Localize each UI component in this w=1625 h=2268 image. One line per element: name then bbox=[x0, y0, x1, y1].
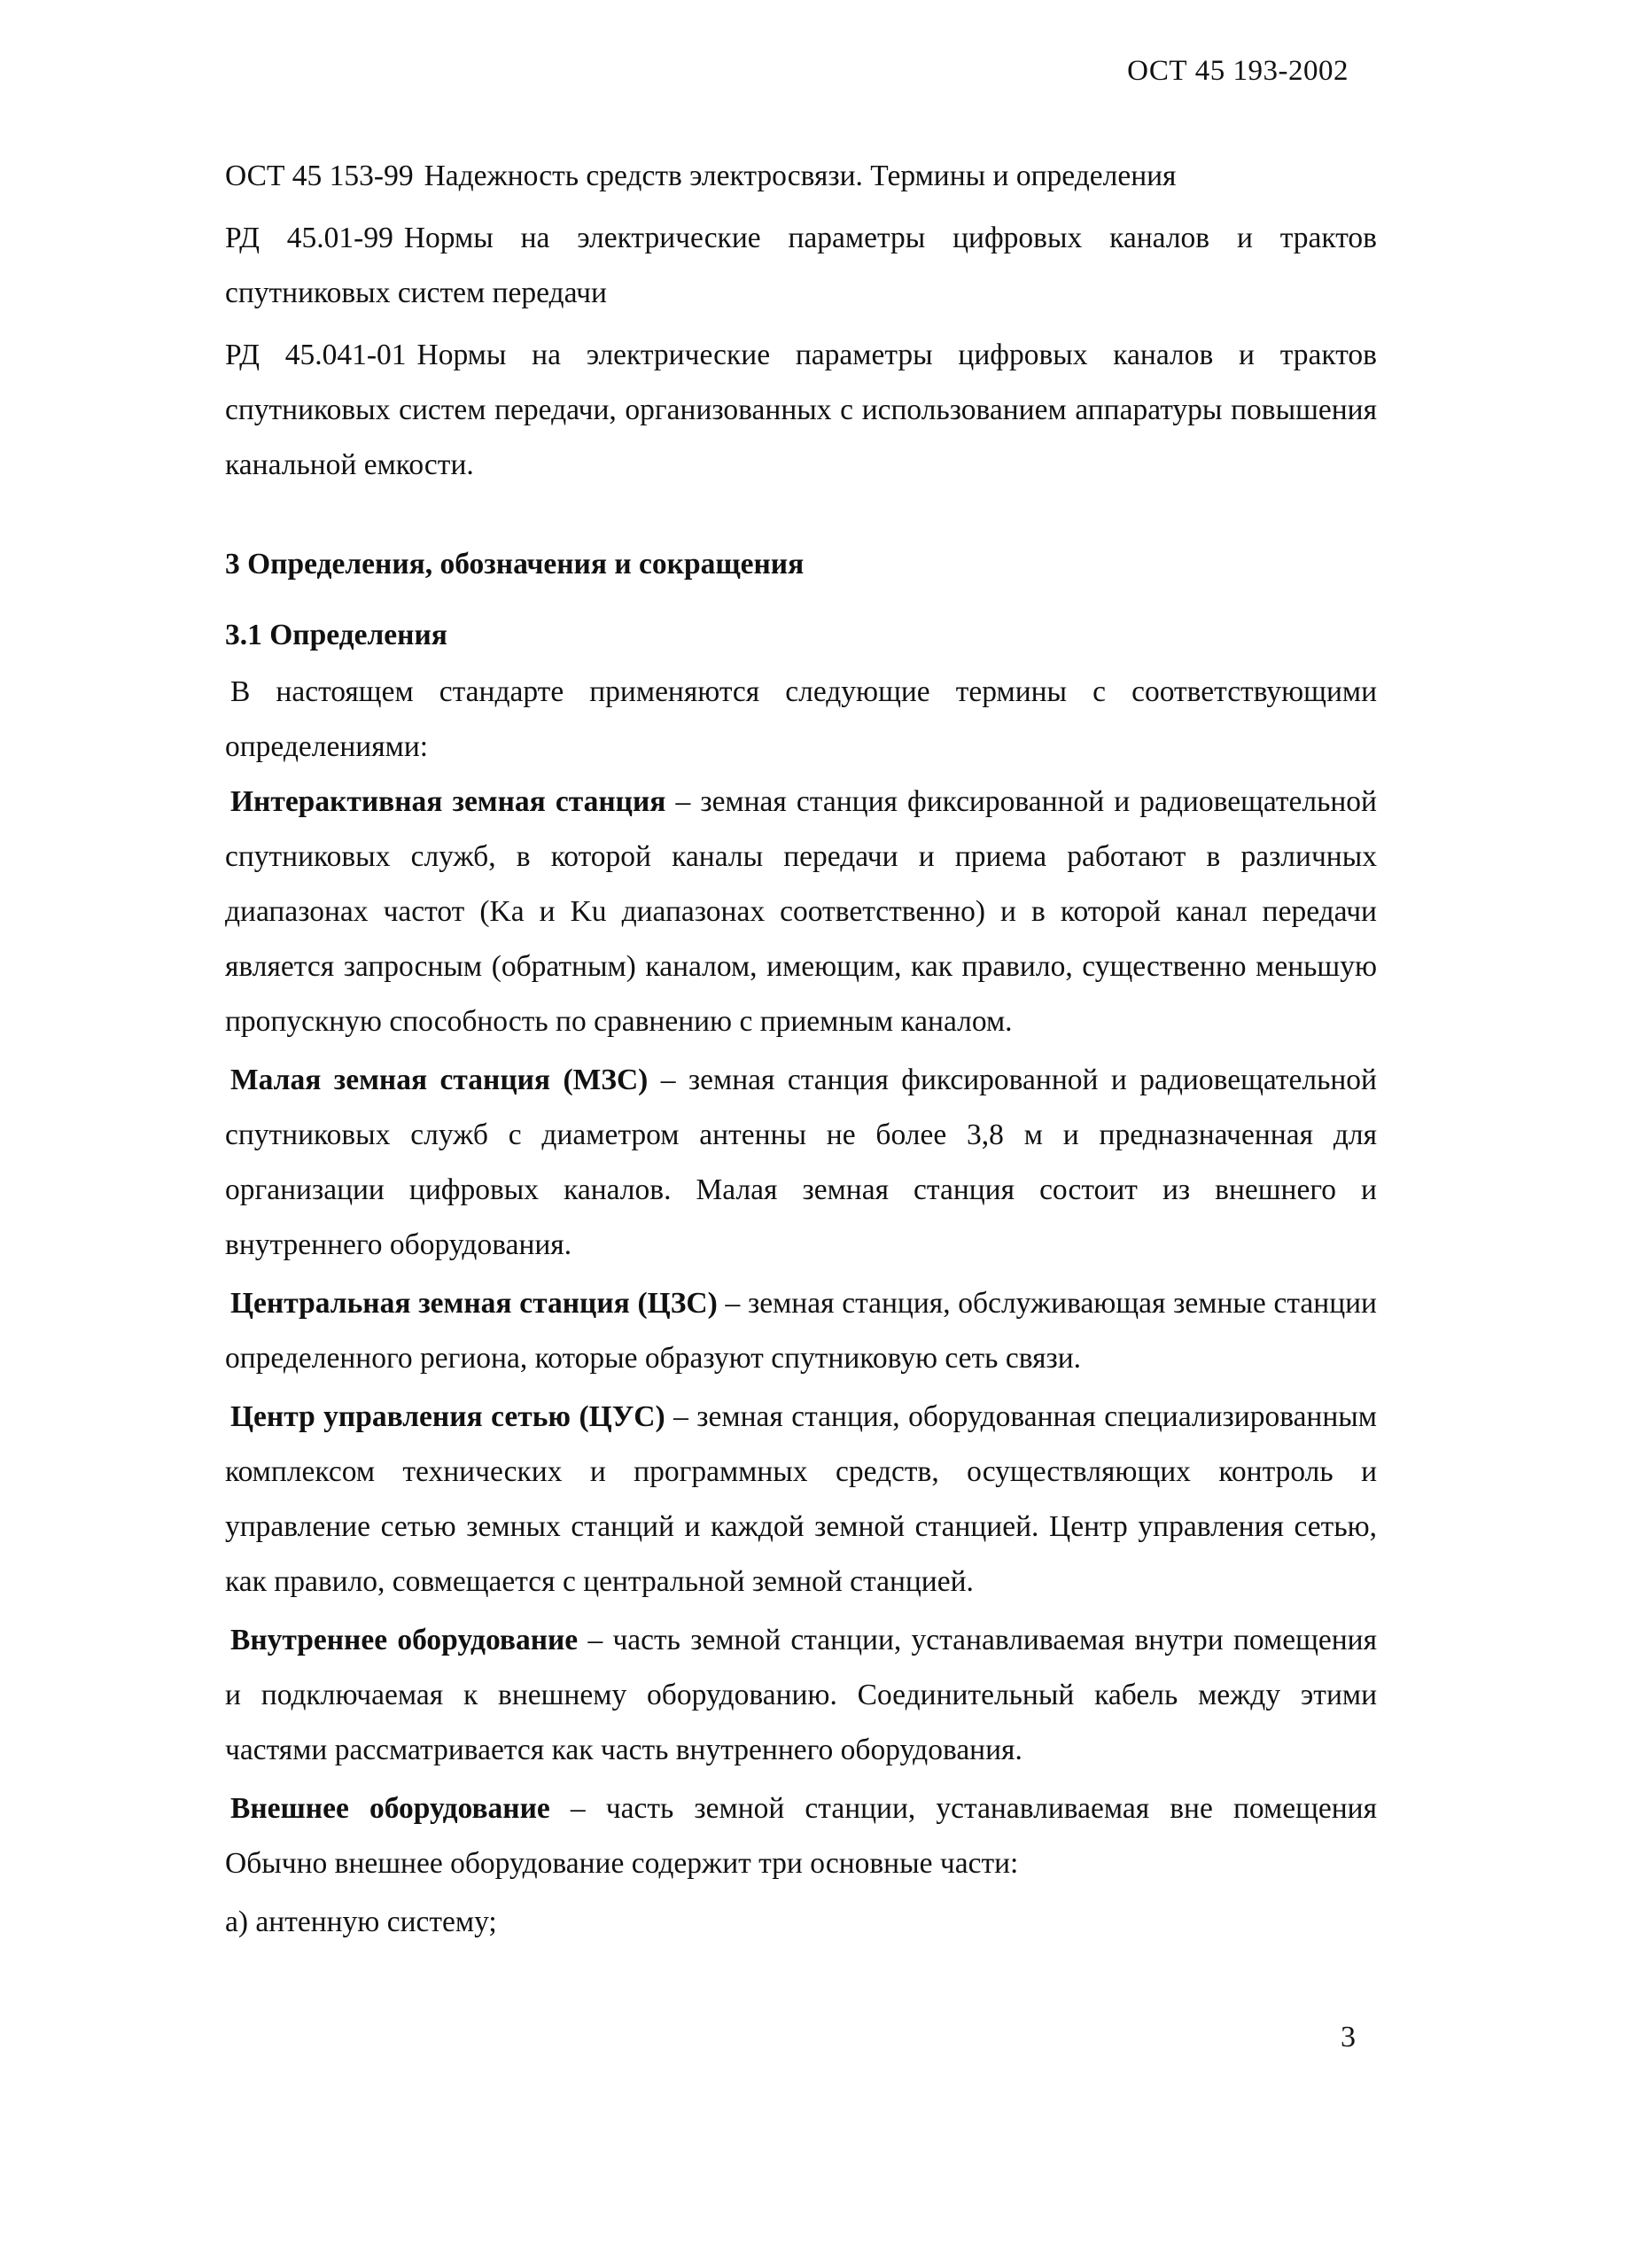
definition-paragraph bbox=[225, 1390, 1377, 1609]
definition-paragraph bbox=[225, 1276, 1377, 1386]
reference-code: ОСТ 45 153-99 bbox=[225, 160, 414, 192]
reference-title: Нормы на электрические параметры цифровых каналов и трактов спутниковых систем передачи bbox=[225, 222, 1377, 309]
reference-title: Надежность средств электросвязи. Термины и определения bbox=[424, 160, 1177, 192]
definition-text: – земная станция, оборудованная специализированным комплексом технических и программных средств, осуществляющих контроль и управление сетью земных станций и каждой земной станцией. Центр управления сетью, как правило, совмещается с центральной земной станцией. bbox=[225, 1400, 1377, 1598]
document-code-header: ОСТ 45 193-2002 bbox=[1127, 55, 1349, 87]
reference-entry bbox=[225, 328, 1377, 493]
reference-title: Нормы на электрические параметры цифровых каналов и трактов спутниковых систем передачи, организованных с использованием аппаратуры повышения канальной емкости. bbox=[225, 339, 1377, 481]
definition-text: – земная станция фиксированной и радиовещательной спутниковых служб с диаметром антенны не более 3,8 м и предназначенная для организации цифровых каналов. Малая земная станция состоит из внешнего и внутреннего оборудования. bbox=[225, 1064, 1377, 1261]
list-item: а) антенную систему; bbox=[225, 1906, 497, 1938]
page-content bbox=[225, 149, 1377, 1950]
definition-text: – земная станция, обслуживающая земные станции определенного региона, которые образуют спутниковую сеть связи. bbox=[225, 1287, 1377, 1375]
definition-term: Интерактивная земная станция bbox=[230, 785, 666, 818]
definition-text: – часть земной станции, устанавливаемая вне помещения Обычно внешнее оборудование содержит три основные части: bbox=[225, 1792, 1378, 1880]
reference-code: РД 45.01-99 bbox=[225, 222, 393, 254]
section-heading: 3 Определения, обозначения и сокращения bbox=[225, 548, 805, 581]
definition-paragraph bbox=[225, 1781, 1377, 1891]
reference-entry bbox=[225, 211, 1377, 321]
subsection-heading: 3.1 Определения bbox=[225, 619, 447, 651]
page-number: 3 bbox=[1341, 2021, 1356, 2054]
definition-paragraph bbox=[225, 1053, 1377, 1273]
definition-paragraph bbox=[225, 1613, 1377, 1778]
definition-term: Внутреннее оборудование bbox=[230, 1624, 579, 1656]
definition-paragraph bbox=[225, 775, 1377, 1049]
definition-term: Центр управления сетью (ЦУС) bbox=[230, 1400, 665, 1433]
intro-paragraph: В настоящем стандарте применяются следующие термины с соответствующими определениями: bbox=[225, 675, 1377, 763]
reference-code: РД 45.041-01 bbox=[225, 339, 407, 371]
definition-term: Внешнее оборудование bbox=[230, 1792, 550, 1825]
reference-entry bbox=[225, 149, 1377, 204]
definition-term: Малая земная станция (МЗС) bbox=[230, 1064, 649, 1096]
definition-term: Центральная земная станция (ЦЗС) bbox=[230, 1287, 718, 1320]
definition-text: – часть земной станции, устанавливаемая внутри помещения и подключаемая к внешнему оборудованию. Соединительный кабель между этими частями рассматривается как часть внутреннего оборудования. bbox=[225, 1624, 1377, 1766]
definition-text: – земная станция фиксированной и радиовещательной спутниковых служб, в которой каналы передачи и приема работают в различных диапазонах частот (Ka и Ku диапазонах соответственно) и в которой канал передачи является запросным (обратным) каналом, имеющим, как правило, существенно меньшую пропускную способность по сравнению с приемным каналом. bbox=[225, 785, 1377, 1038]
